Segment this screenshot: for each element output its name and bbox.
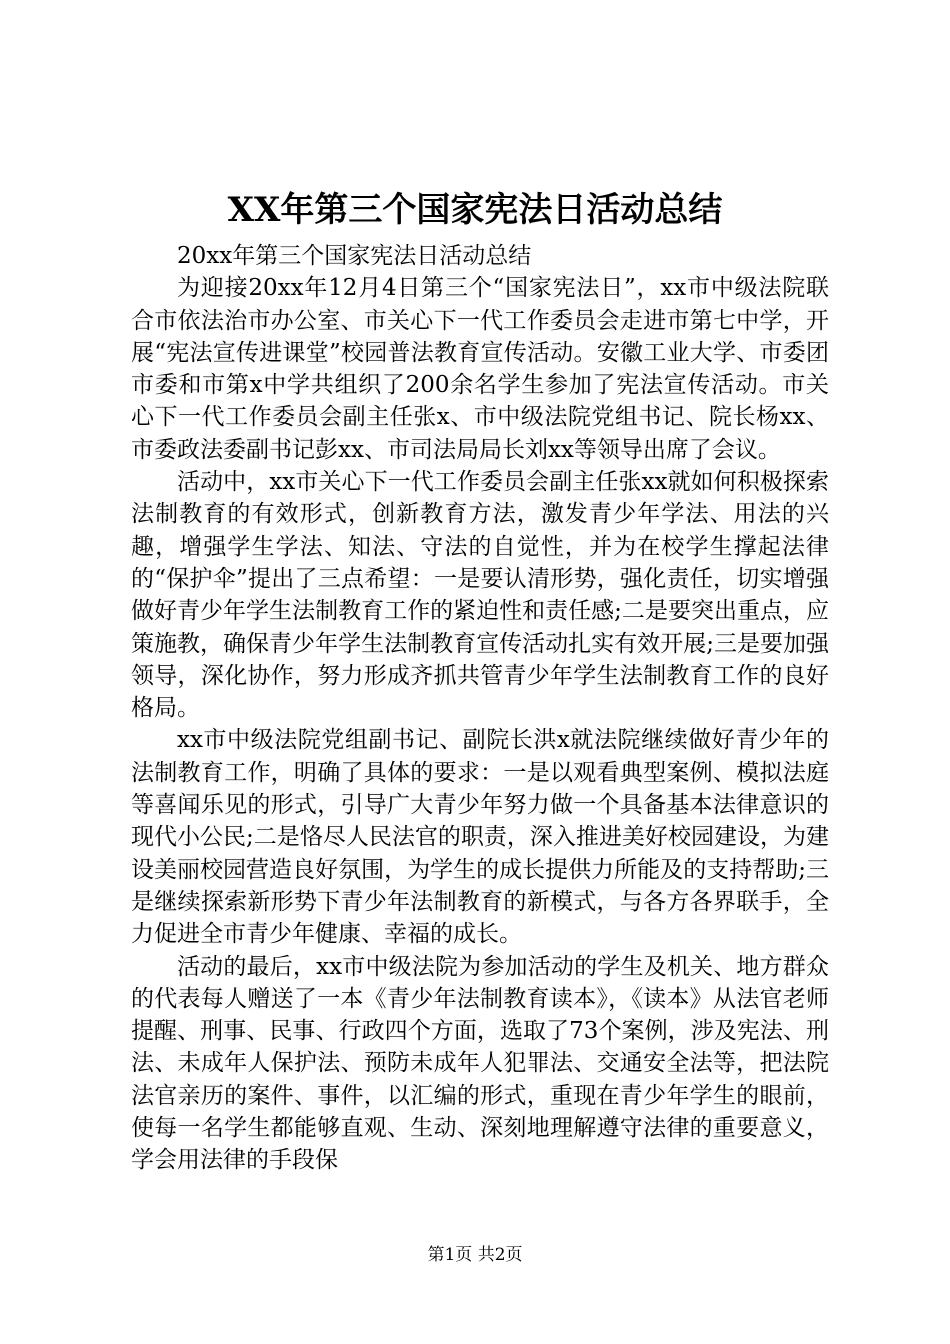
paragraph-1: 为迎接20xx年12月4日第三个“国家宪法日”，xx市中级法院联合市依法治市办公室、市关心下一代工作委员会走进市第七中学，开展“宪法宣传进课堂”校园普法教育宣传活动。安徽工业大学、市委团市委和市第x中学共组织了200余名学生参加了宪法宣传活动。市关心下一代工作委员会副主任张x、市中级法院党组书记、院长杨xx、市委政法委副书记彭xx、市司法局局长刘xx等领导出席了会议。 [131,275,829,463]
document-subtitle: 20xx年第三个国家宪法日活动总结 [177,243,532,269]
document-title: XX年第三个国家宪法日活动总结 [227,190,723,230]
document-body [131,240,829,1177]
paragraph-4: 活动的最后，xx市中级法院为参加活动的学生及机关、地方群众的代表每人赠送了一本《青少年法制教育读本》，《读本》从法官老师提醒、刑事、民事、行政四个方面，选取了73个案例，涉及宪法、刑法、未成年人保护法、预防未成年人犯罪法、交通安全法等，把法院法官亲历的案件、事件，以汇编的形式，重现在青少年学生的眼前，使每一名学生都能够直观、生动、深刻地理解遵守法律的重要意义，学会用法律的手段保 [131,953,829,1174]
paragraph-2: 活动中，xx市关心下一代工作委员会副主任张xx就如何积极探索法制教育的有效形式，创新教育方法，激发青少年学法、用法的兴趣，增强学生学法、知法、守法的自觉性，并为在校学生撑起法律的“保护伞”提出了三点希望：一是要认清形势，强化责任，切实增强做好青少年学生法制教育工作的紧迫性和责任感;二是要突出重点，应策施教，确保青少年学生法制教育宣传活动扎实有效开展;三是要加强领导，深化协作，努力形成齐抓共管青少年学生法制教育工作的良好格局。 [131,469,829,722]
page-footer: 第1页 共2页 [427,1245,523,1265]
paragraph-3: xx市中级法院党组副书记、副院长洪x就法院继续做好青少年的法制教育工作，明确了具体的要求：一是以观看典型案例、模拟法庭等喜闻乐见的形式，引导广大青少年努力做一个具备基本法律意识的现代小公民;二是恪尽人民法官的职责，深入推进美好校园建设，为建设美丽校园营造良好氛围，为学生的成长提供力所能及的支持帮助;三是继续探索新形势下青少年法制教育的新模式，与各方各界联手，全力促进全市青少年健康、幸福的成长。 [131,727,829,948]
